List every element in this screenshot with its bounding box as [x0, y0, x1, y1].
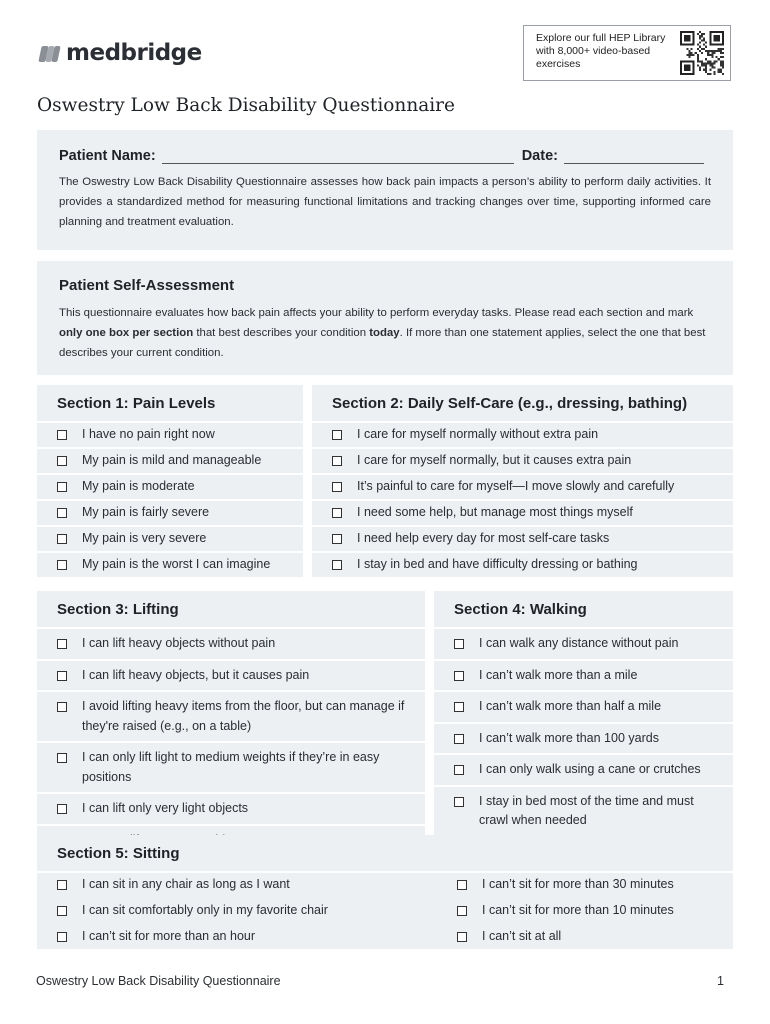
section-4-title: Section 4: Walking — [434, 591, 733, 627]
checkbox[interactable] — [332, 456, 342, 466]
checkbox[interactable] — [57, 804, 67, 814]
checklist-item-label: I can’t sit for more than an hour — [82, 929, 256, 943]
checklist-item[interactable] — [37, 423, 303, 447]
hep-library-promo[interactable] — [523, 25, 731, 81]
checkbox[interactable] — [57, 430, 67, 440]
checklist-item[interactable] — [37, 553, 303, 577]
checklist-item[interactable] — [37, 661, 425, 691]
checkbox[interactable] — [57, 508, 67, 518]
checklist-item-label: I can sit in any chair as long as I want — [82, 877, 290, 891]
checklist-item-label: My pain is the worst I can imagine — [82, 557, 271, 571]
checklist-item-label: I can’t walk more than 100 yards — [479, 730, 659, 745]
checklist-item[interactable] — [37, 449, 303, 473]
checkbox[interactable] — [332, 508, 342, 518]
self-assessment-instructions: This questionnaire evaluates how back pain affects your ability to perform everyday tasks. Please read each section and mark only one box per section that best describes your condition today. If more than one statement applies, select the one that best describes your current condition. — [59, 307, 706, 359]
section-5-title: Section 5: Sitting — [37, 835, 733, 871]
checkbox[interactable] — [454, 671, 464, 681]
checkbox[interactable] — [332, 534, 342, 544]
checkbox[interactable] — [454, 797, 464, 807]
checkbox[interactable] — [57, 456, 67, 466]
checklist-item-label: I can only lift light to medium weights if they’re in easy positions — [82, 750, 380, 784]
checklist-item[interactable] — [434, 724, 733, 754]
checklist-item-label: I can’t sit at all — [482, 929, 562, 943]
patient-name-field[interactable] — [162, 148, 514, 164]
intro-paragraph: The Oswestry Low Back Disability Questionnaire assesses how back pain impacts a person’s ability to perform daily activities. It provides a standardized method for measuring functional limitations and tracking changes over time, supporting informed care planning and treatment evaluation. — [59, 176, 711, 228]
checklist-item-label: I care for myself normally without extra pain — [357, 427, 599, 441]
checkbox[interactable] — [57, 880, 67, 890]
section-1-title: Section 1: Pain Levels — [37, 385, 303, 421]
footer-title: Oswestry Low Back Disability Questionnaire — [36, 974, 281, 988]
checklist-item-label: My pain is mild and manageable — [82, 453, 262, 467]
checklist-item-label: I can lift heavy objects without pain — [82, 636, 276, 650]
brand-name: medbridge — [66, 40, 202, 66]
checklist-item-label: I can’t sit for more than 30 minutes — [482, 877, 674, 891]
patient-name-label: Patient Name: — [59, 148, 156, 164]
checklist-item[interactable] — [434, 787, 733, 836]
checklist-item[interactable] — [312, 449, 733, 473]
section-3-title: Section 3: Lifting — [37, 591, 425, 627]
checklist-item[interactable] — [437, 925, 733, 949]
checklist-item[interactable] — [312, 475, 733, 499]
checklist-item[interactable] — [37, 692, 425, 741]
checklist-item[interactable] — [312, 501, 733, 525]
qr-code-icon — [680, 31, 724, 75]
section-1-pain-levels — [37, 385, 303, 577]
checklist-item[interactable] — [434, 755, 733, 785]
checkbox[interactable] — [332, 560, 342, 570]
checklist-item-label: My pain is fairly severe — [82, 505, 210, 519]
checklist-item[interactable] — [37, 629, 425, 659]
checkbox[interactable] — [57, 753, 67, 763]
self-assessment-heading: Patient Self-Assessment — [59, 277, 235, 294]
checkbox[interactable] — [454, 734, 464, 744]
checklist-item-label: I need help every day for most self-care tasks — [357, 531, 610, 545]
section-5-sitting — [37, 835, 733, 949]
checklist-item-label: I can walk any distance without pain — [479, 636, 679, 650]
date-field[interactable] — [564, 148, 704, 164]
checkbox[interactable] — [57, 534, 67, 544]
checkbox[interactable] — [454, 702, 464, 712]
checklist-item-label: I can lift only very light objects — [82, 801, 249, 815]
checkbox[interactable] — [57, 702, 67, 712]
checkbox[interactable] — [57, 906, 67, 916]
checkbox[interactable] — [57, 671, 67, 681]
checklist-item-label: I stay in bed most of the time and must crawl when needed — [479, 793, 694, 827]
checklist-item-label: I can’t walk more than a mile — [479, 667, 638, 682]
medbridge-logo-icon — [38, 42, 60, 64]
checklist-item-label: I can lift heavy objects, but it causes pain — [82, 667, 310, 682]
checklist-item[interactable] — [312, 423, 733, 447]
section-4-walking — [434, 591, 733, 836]
checklist-item-label: I can sit comfortably only in my favorite chair — [82, 903, 328, 917]
checkbox[interactable] — [454, 639, 464, 649]
checkbox[interactable] — [457, 932, 467, 942]
checkbox[interactable] — [457, 880, 467, 890]
checklist-item[interactable] — [37, 794, 425, 824]
checklist-item[interactable] — [437, 873, 733, 897]
checklist-item-label: It’s painful to care for myself—I move slowly and carefully — [357, 479, 675, 493]
checklist-item[interactable] — [37, 743, 425, 792]
checklist-item[interactable] — [37, 475, 303, 499]
checkbox[interactable] — [332, 430, 342, 440]
page-title: Oswestry Low Back Disability Questionnaire — [37, 95, 455, 116]
checklist-item-label: My pain is moderate — [82, 479, 195, 493]
patient-info-box — [37, 130, 733, 250]
self-assessment-box — [37, 261, 733, 375]
checklist-item-label: My pain is very severe — [82, 531, 207, 545]
checklist-item-label: I need some help, but manage most things myself — [357, 505, 633, 519]
checkbox[interactable] — [57, 639, 67, 649]
date-label: Date: — [521, 148, 558, 164]
checklist-item[interactable] — [37, 873, 437, 897]
checklist-item-label: I stay in bed and have difficulty dressing or bathing — [357, 557, 638, 571]
checklist-item[interactable] — [37, 925, 437, 949]
brand-logo — [38, 40, 202, 66]
checkbox[interactable] — [332, 482, 342, 492]
checklist-item[interactable] — [437, 899, 733, 923]
checklist-item[interactable] — [37, 899, 437, 923]
promo-text: Explore our full HEP Library with 8,000+ video-based exercises — [536, 32, 666, 70]
checklist-item-label: I care for myself normally, but it causes extra pain — [357, 453, 632, 467]
section-2-title: Section 2: Daily Self-Care (e.g., dressing, bathing) — [312, 385, 733, 421]
checkbox[interactable] — [457, 906, 467, 916]
checklist-item-label: I have no pain right now — [82, 427, 215, 441]
checkbox[interactable] — [454, 765, 464, 775]
checklist-item-label: I can only walk using a cane or crutches — [479, 762, 701, 776]
checklist-item[interactable] — [434, 692, 733, 722]
checklist-item-label: I avoid lifting heavy items from the floor, but can manage if they're raised (e.g., on a table) — [82, 699, 405, 733]
checkbox[interactable] — [57, 932, 67, 942]
checklist-item[interactable] — [312, 527, 733, 551]
checkbox[interactable] — [57, 560, 67, 570]
checklist-item[interactable] — [434, 661, 733, 691]
checklist-item[interactable] — [37, 501, 303, 525]
checklist-item[interactable] — [312, 553, 733, 577]
section-3-lifting — [37, 591, 425, 855]
page-number: 1 — [717, 974, 724, 988]
checklist-item-label: I can’t walk more than half a mile — [479, 699, 662, 713]
checkbox[interactable] — [57, 482, 67, 492]
checklist-item[interactable] — [37, 527, 303, 551]
section-2-self-care — [312, 385, 733, 577]
checklist-item[interactable] — [434, 629, 733, 659]
checklist-item-label: I can’t sit for more than 10 minutes — [482, 903, 674, 917]
